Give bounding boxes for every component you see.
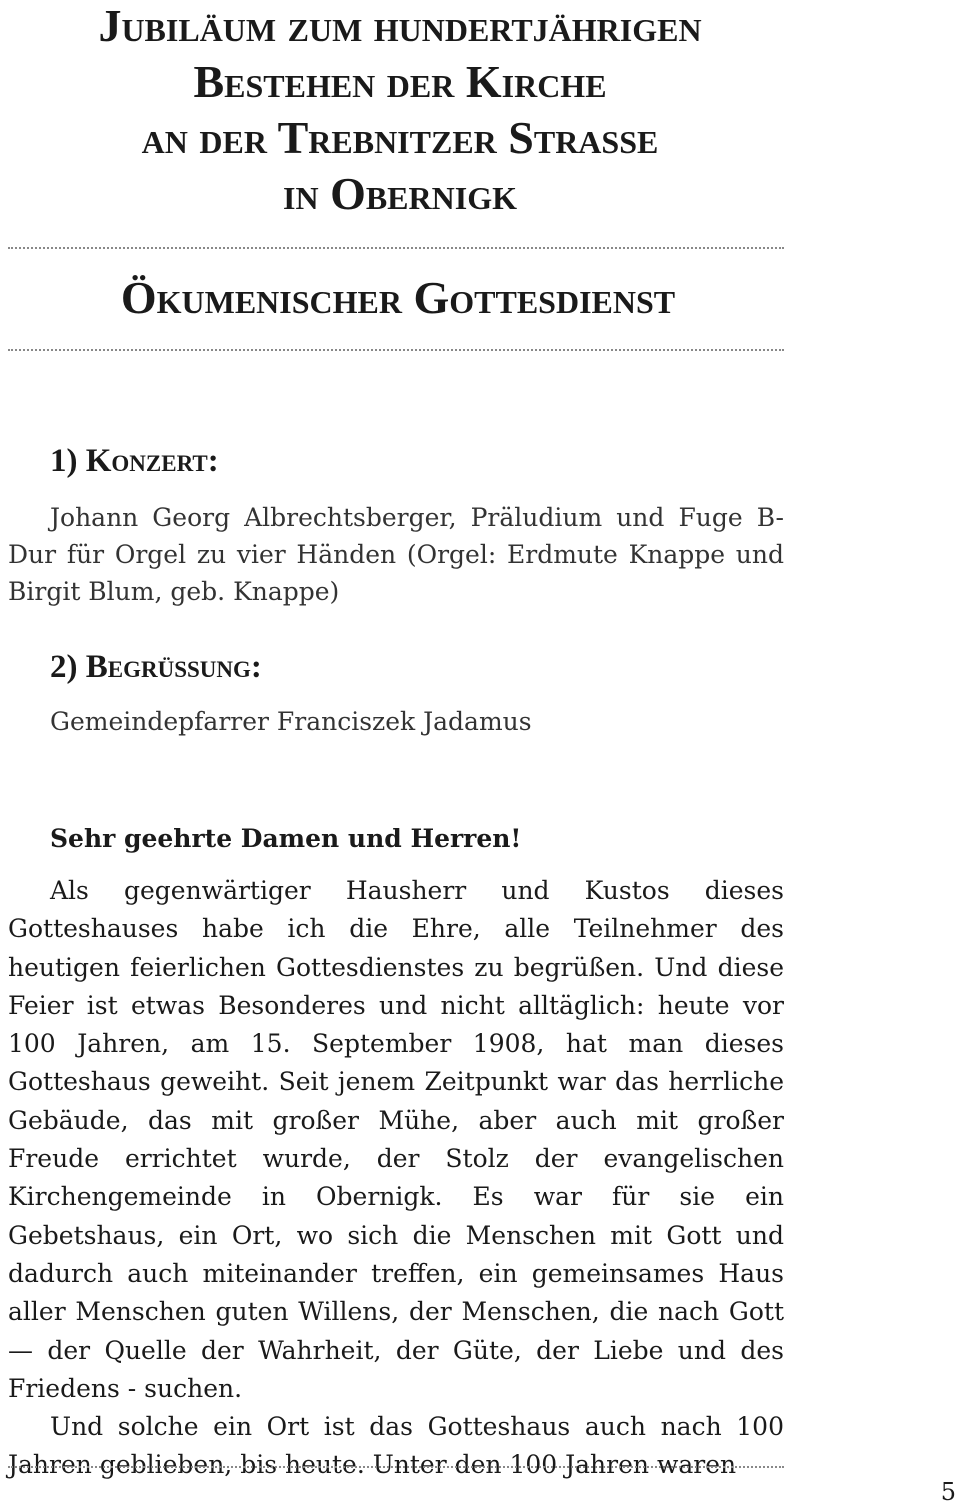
body-text: [8, 872, 784, 1485]
dotted-divider-middle: [8, 349, 784, 351]
salutation: Sehr geehrte Damen und Herren!: [50, 824, 522, 853]
page-number: 5: [940, 1478, 956, 1506]
section-heading-konzert: 1) Konzert:: [50, 443, 219, 479]
subtitle: Ökumenischer Gottesdienst: [120, 272, 676, 323]
section-heading-begruessung: 2) Begrüssung:: [50, 649, 262, 685]
title-line-1: Jubiläum zum hundertjährigen: [98, 0, 702, 51]
section-text-begruessung: Gemeindepfarrer Franciszek Jadamus: [50, 707, 532, 736]
paragraph-2: Und solche ein Ort ist das Gotteshaus auch nach 100 Jahren geblieben, bis heute. Unter den 100 Jahren waren: [8, 1412, 784, 1480]
dotted-divider-top: [8, 247, 784, 249]
paragraph-1: Als gegenwärtiger Hausherr und Kustos dieses Gotteshauses habe ich die Ehre, alle Teilnehmer des heutigen feierlichen Gottesdienstes zu begrüßen. Und diese Feier ist etwas Besonderes und nicht alltäglich: heute vor 100 Jahren, am 15. September 1908, hat man dieses Gotteshaus geweiht. Seit jenem Zeitpunkt war das herrliche Gebäude, das mit großer Mühe, aber auch mit großer Freude errichtet wurde, der Stolz der evangelischen Kirchengemeinde in Obernigk. Es war für sie ein Gebetshaus, ein Ort, wo sich die Menschen mit Gott und dadurch auch miteinander treffen, ein gemeinsames Haus aller Menschen guten Willens, der Menschen, die nach Gott — der Quelle der Wahrheit, der Güte, der Liebe und des Friedens - suchen.: [8, 876, 784, 1403]
title-line-4: in Obernigk: [283, 168, 517, 219]
page-title: [0, 0, 800, 222]
title-line-2: Bestehen der Kirche: [193, 56, 607, 107]
title-line-3: an der Trebnitzer Straße: [141, 112, 659, 163]
dotted-divider-bottom: [8, 1466, 784, 1468]
section-text-konzert: Johann Georg Albrechtsberger, Präludium und Fuge B-Dur für Orgel zu vier Händen (Orgel: Erdmute Knappe und Birgit Blum, geb. Knappe): [8, 503, 784, 606]
